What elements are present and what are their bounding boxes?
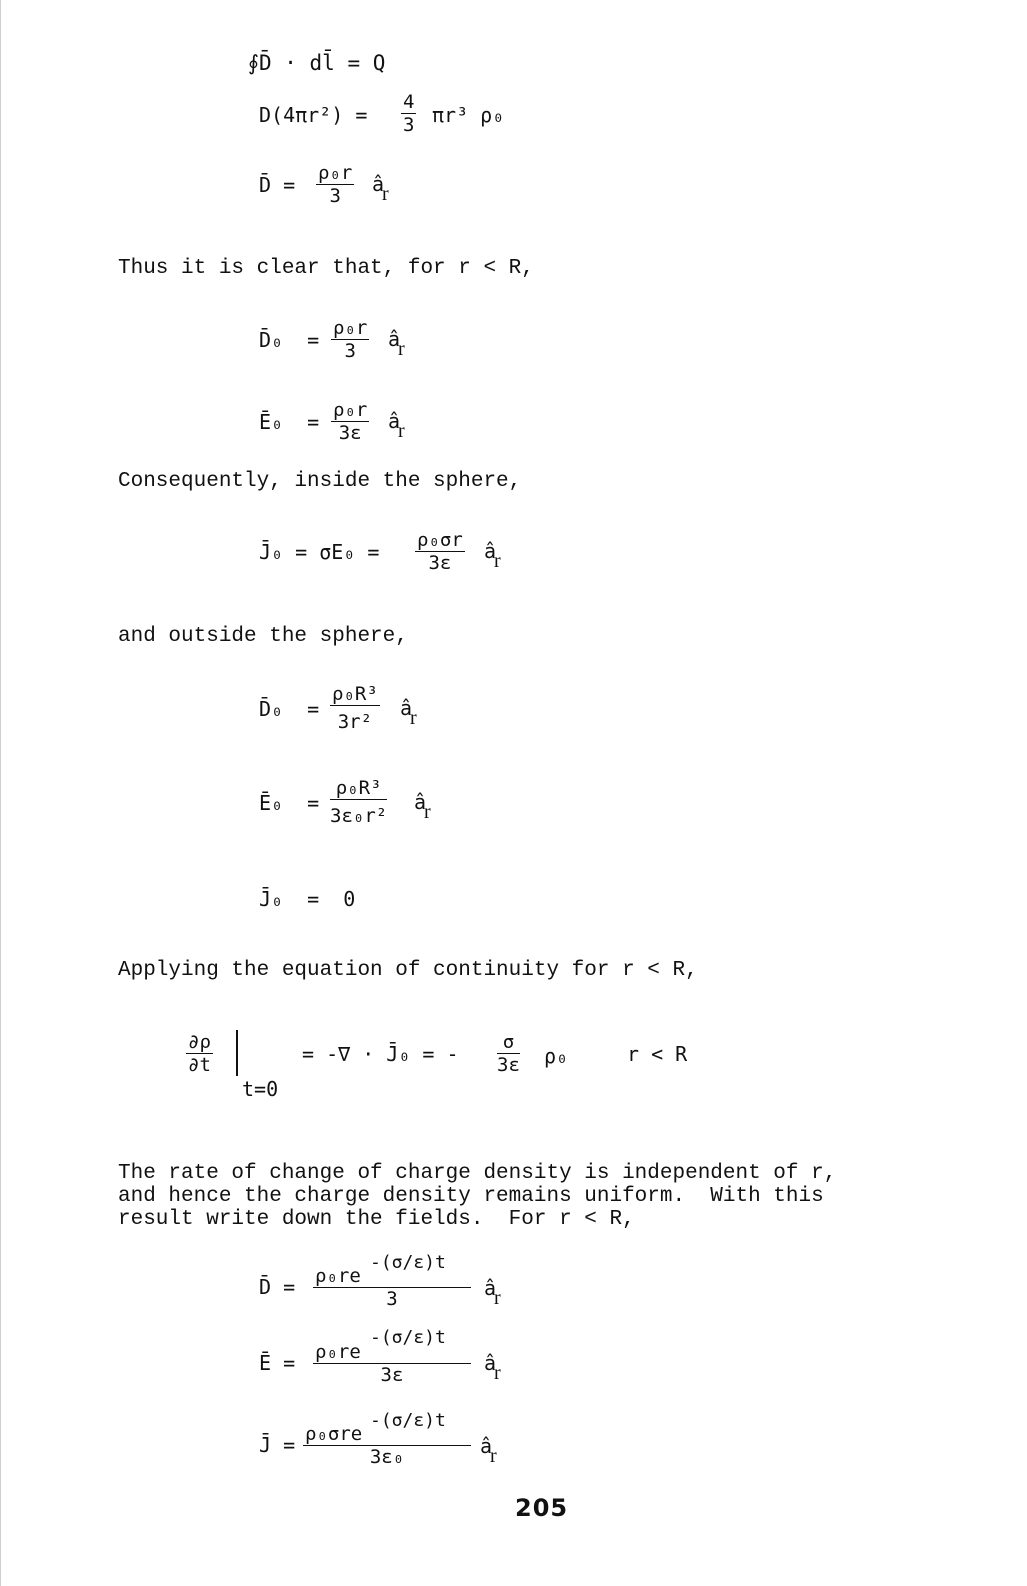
eq-d0-inside-frac: $\frac{\text{ρ₀r}}{3}$ xyxy=(333,317,368,362)
eq-j-final-unit: âr xyxy=(480,1434,497,1467)
eq-d-field-unit: âr xyxy=(372,172,389,205)
eq-j-final-exp: -(σ/ε)t xyxy=(370,1410,446,1431)
eq-gauss-applied-rhs: πr³ ρ₀ xyxy=(432,103,505,127)
eq-d-final-lhs: D̄ = xyxy=(259,1275,296,1299)
eq-gauss-law: ∮D̄ · dl̄ = Q xyxy=(248,51,386,75)
eq-j0-inside-lhs: J̄₀ = σE₀ = xyxy=(259,540,380,564)
text-thus-clear: Thus it is clear that, for r < R, xyxy=(118,257,534,280)
eq-continuity-mid: = -∇ · J̄₀ = - xyxy=(302,1042,459,1066)
eq-d0-inside-unit: âr xyxy=(388,327,405,360)
eq-gauss-applied-lhs: D(4πr²) = xyxy=(259,103,368,127)
eq-continuity-frac: $\frac{\sigma}{3\varepsilon}$ xyxy=(497,1031,520,1076)
eq-d-final-unit: âr xyxy=(484,1276,501,1309)
page-number: 205 xyxy=(515,1494,569,1522)
eq-d0-inside-lhs: D̄₀ = xyxy=(259,328,320,352)
text-rate-line-3: result write down the fields. For r < R, xyxy=(118,1208,635,1231)
eq-continuity-condition: r < R xyxy=(627,1042,688,1066)
eq-continuity-eval-at: t=0 xyxy=(242,1077,279,1101)
eq-gauss-applied-coef: $\frac{4}{3}$ xyxy=(403,91,415,136)
eq-d0-outside-unit: âr xyxy=(400,696,417,729)
eq-d-final-exp: -(σ/ε)t xyxy=(370,1252,446,1273)
eq-continuity-tail: ρ₀ xyxy=(544,1044,569,1068)
page-edge xyxy=(0,0,1,1586)
eq-continuity-derivative: $\frac{\partial\rho}{\partial t}$ xyxy=(188,1031,211,1076)
eq-continuity-eval-bar xyxy=(236,1030,238,1076)
eq-j0-inside-frac: $\frac{\text{ρ₀σr}}{3\varepsilon}$ xyxy=(417,529,463,574)
eq-e0-outside-lhs: Ē₀ = xyxy=(259,791,320,815)
eq-e0-inside-frac: $\frac{\text{ρ₀r}}{3\varepsilon}$ xyxy=(333,399,368,444)
text-rate-line-2: and hence the charge density remains uniform. With this xyxy=(118,1185,824,1208)
text-outside: and outside the sphere, xyxy=(118,625,408,648)
eq-d-field-frac: $\frac{\text{ρ₀r}}{3}$ xyxy=(318,162,353,207)
eq-e0-inside-unit: âr xyxy=(388,409,405,442)
eq-e-final-frac: $\frac{\text{ρ₀re}}{3\varepsilon}$ xyxy=(313,1342,471,1385)
eq-e-final-lhs: Ē = xyxy=(259,1351,296,1375)
eq-e-final-unit: âr xyxy=(484,1351,501,1384)
eq-d-field-lhs: D̄ = xyxy=(259,173,296,197)
eq-d-final-frac: $\frac{\text{ρ₀re}}{3}$ xyxy=(313,1266,471,1309)
eq-j-final-lhs: J̄ = xyxy=(259,1433,296,1457)
eq-j-final-frac: ρ₀σre 3ε₀ xyxy=(303,1424,471,1467)
text-rate-line-1: The rate of change of charge density is independent of r, xyxy=(118,1162,837,1185)
eq-e-final-exp: -(σ/ε)t xyxy=(370,1327,446,1348)
eq-e0-outside-frac: $\frac{\text{ρ₀R³}}{\text{3ε₀r²}}$ xyxy=(330,777,388,827)
eq-j0-outside: J̄₀ = 0 xyxy=(259,887,356,911)
eq-e0-inside-lhs: Ē₀ = xyxy=(259,410,320,434)
text-consequently: Consequently, inside the sphere, xyxy=(118,470,522,493)
eq-e0-outside-unit: âr xyxy=(414,790,431,823)
text-applying-continuity: Applying the equation of continuity for r < R, xyxy=(118,959,698,982)
eq-d0-outside-lhs: D̄₀ = xyxy=(259,697,320,721)
eq-d0-outside-frac: $\frac{\text{ρ₀R³}}{\text{3r²}}$ xyxy=(332,683,378,733)
eq-j0-inside-unit: âr xyxy=(484,539,501,572)
